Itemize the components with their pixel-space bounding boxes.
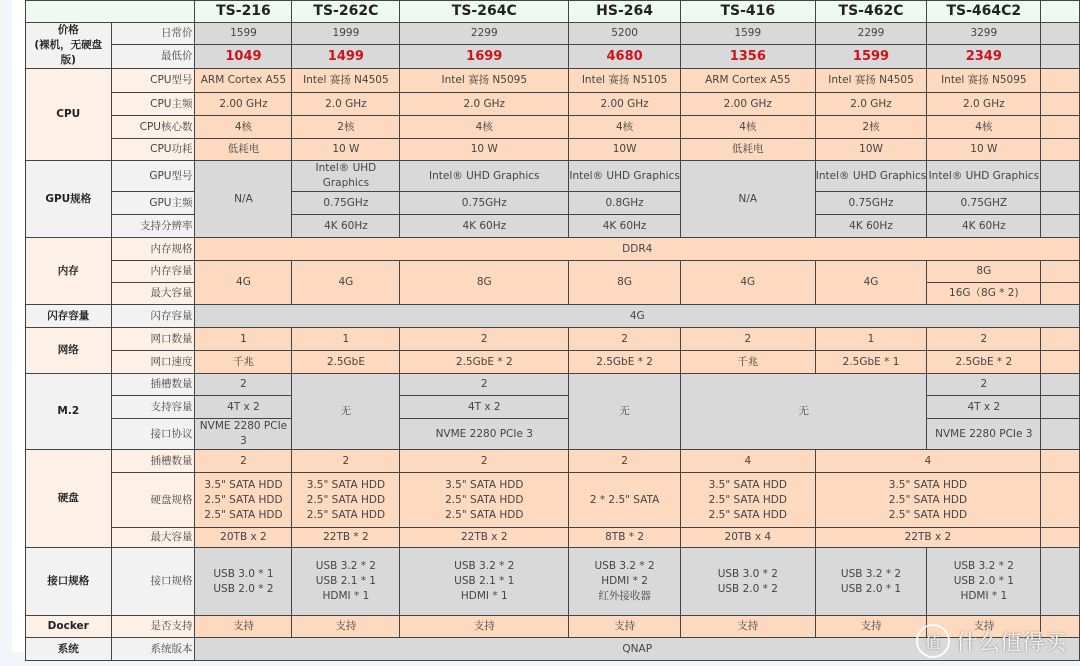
spec-value-cell: 2.0 GHz bbox=[400, 93, 569, 116]
spec-value-cell: 无 bbox=[292, 374, 400, 450]
spec-value-cell: 千兆 bbox=[195, 351, 292, 374]
table-row bbox=[26, 161, 1080, 192]
spec-value-cell bbox=[1041, 139, 1080, 161]
spec-value-cell: 2 bbox=[195, 374, 292, 396]
spec-label: 接口协议 bbox=[111, 419, 195, 450]
spec-value-cell: 支持 bbox=[400, 616, 569, 638]
spec-value-cell: 8TB * 2 bbox=[569, 528, 681, 548]
spec-value-cell: 10W bbox=[569, 139, 681, 161]
spec-value-cell: 2.5GbE * 2 bbox=[400, 351, 569, 374]
spec-value-cell bbox=[1041, 548, 1080, 616]
spec-value-cell: Intel® UHD Graphics bbox=[400, 161, 569, 192]
spec-value-cell: 无 bbox=[680, 374, 926, 450]
table-row bbox=[26, 351, 1080, 374]
spec-label: 网口数量 bbox=[111, 328, 195, 351]
spec-label: 最大容量 bbox=[111, 283, 195, 305]
spec-value-cell: NVME 2280 PCIe 3 bbox=[400, 419, 569, 450]
spec-value-cell: 2349 bbox=[927, 45, 1041, 69]
category-label: 价格 (裸机，无硬盘 版) bbox=[26, 23, 112, 69]
spec-value-cell: 2 bbox=[400, 374, 569, 396]
spec-value-cell: 2 bbox=[400, 328, 569, 351]
spec-value-cell: 2.00 GHz bbox=[569, 93, 681, 116]
spec-value-cell: 4 bbox=[680, 450, 815, 473]
spec-value-cell: 无 bbox=[569, 374, 681, 450]
spec-value-cell: 1356 bbox=[680, 45, 815, 69]
spec-value-cell: 4核 bbox=[927, 116, 1041, 139]
spec-value-cell: 4680 bbox=[569, 45, 681, 69]
spec-value-cell: Intel 赛扬 N4505 bbox=[815, 69, 927, 93]
spec-value-cell: NVME 2280 PCIe 3 bbox=[927, 419, 1041, 450]
category-label: GPU规格 bbox=[26, 161, 112, 238]
spec-label: GPU型号 bbox=[111, 161, 195, 192]
spec-value-cell: 2.5GbE * 1 bbox=[815, 351, 927, 374]
spec-label: 最大容量 bbox=[111, 528, 195, 548]
spec-value-cell: 22TB * 2 bbox=[292, 528, 400, 548]
spec-value-cell: 3.5" SATA HDD 2.5" SATA HDD 2.5" SATA HDD bbox=[195, 473, 292, 528]
spec-value-cell bbox=[1041, 215, 1080, 238]
spec-label: 内存容量 bbox=[111, 261, 195, 283]
table-row bbox=[26, 528, 1080, 548]
spec-value-cell bbox=[1041, 473, 1080, 528]
table-row bbox=[26, 93, 1080, 116]
spec-value-cell: 2 bbox=[292, 450, 400, 473]
spec-value-cell: 2核 bbox=[815, 116, 927, 139]
spec-value-cell: 10 W bbox=[927, 139, 1041, 161]
spec-value-cell: 20TB x 2 bbox=[195, 528, 292, 548]
spec-value-cell: 0.75GHz bbox=[292, 192, 400, 215]
table-row bbox=[26, 45, 1080, 69]
table-row bbox=[26, 374, 1080, 396]
spec-value-cell: 2.0 GHz bbox=[927, 93, 1041, 116]
spec-label: 内存规格 bbox=[111, 238, 195, 261]
model-header: TS-416 bbox=[680, 1, 815, 23]
spec-label: 接口规格 bbox=[111, 548, 195, 616]
spec-label: CPU型号 bbox=[111, 69, 195, 93]
spec-value-cell: 低耗电 bbox=[680, 139, 815, 161]
table-row bbox=[26, 450, 1080, 473]
spec-value-cell: USB 3.2 * 2 USB 2.1 * 1 HDMI * 1 bbox=[292, 548, 400, 616]
spec-value-cell: USB 3.0 * 2 USB 2.0 * 2 bbox=[680, 548, 815, 616]
spec-value-cell: 2299 bbox=[815, 23, 927, 45]
spec-label: 硬盘规格 bbox=[111, 473, 195, 528]
spec-value-cell bbox=[1041, 69, 1080, 93]
spec-value-cell: 4T x 2 bbox=[927, 396, 1041, 419]
spec-value-cell: USB 3.2 * 2 HDMI * 2 红外接收器 bbox=[569, 548, 681, 616]
spec-label: GPU主频 bbox=[111, 192, 195, 215]
spec-value-cell: 4G bbox=[680, 261, 815, 305]
spec-value-cell: 2 bbox=[569, 450, 681, 473]
spec-value-cell: 3.5" SATA HDD 2.5" SATA HDD 2.5" SATA HDD bbox=[680, 473, 815, 528]
spec-value-cell: 1599 bbox=[195, 23, 292, 45]
category-label: 内存 bbox=[26, 238, 112, 305]
spec-value-cell: 4T x 2 bbox=[400, 396, 569, 419]
spec-label: 支持容量 bbox=[111, 396, 195, 419]
header-row bbox=[26, 1, 1080, 23]
spec-value-cell: 1 bbox=[292, 328, 400, 351]
spec-value-cell: 4G bbox=[292, 261, 400, 305]
spec-value-cell: Intel® UHD Graphics bbox=[815, 161, 927, 192]
spec-value-cell: 8G bbox=[569, 261, 681, 305]
spec-label: 插槽数量 bbox=[111, 374, 195, 396]
model-header: TS-264C bbox=[400, 1, 569, 23]
table-row bbox=[26, 261, 1080, 283]
table-row bbox=[26, 23, 1080, 45]
spec-value-cell: 1599 bbox=[680, 23, 815, 45]
spec-value-cell: 1 bbox=[195, 328, 292, 351]
model-header-overflow bbox=[1041, 1, 1080, 23]
spec-value-cell: 0.75GHZ bbox=[927, 192, 1041, 215]
spec-label: 是否支持 bbox=[111, 616, 195, 638]
spec-value-cell: 2核 bbox=[292, 116, 400, 139]
smzdm-watermark-logo bbox=[916, 624, 1066, 658]
spec-value-cell bbox=[1041, 23, 1080, 45]
spec-value-cell bbox=[1041, 93, 1080, 116]
spec-value-cell: 2.00 GHz bbox=[680, 93, 815, 116]
spec-value-cell: USB 3.2 * 2 USB 2.0 * 1 bbox=[815, 548, 927, 616]
spec-value-cell bbox=[1041, 328, 1080, 351]
category-label: 闪存容量 bbox=[26, 305, 112, 328]
table-row bbox=[26, 238, 1080, 261]
spec-label: 闪存容量 bbox=[111, 305, 195, 328]
spec-value-cell bbox=[1041, 116, 1080, 139]
spec-value-cell: 10W bbox=[815, 139, 927, 161]
table-row bbox=[26, 69, 1080, 93]
table-row bbox=[26, 328, 1080, 351]
spec-value-cell: 4K 60Hz bbox=[292, 215, 400, 238]
spec-value-cell: 千兆 bbox=[680, 351, 815, 374]
spec-value-cell bbox=[1041, 351, 1080, 374]
spec-value-cell: 支持 bbox=[815, 616, 927, 638]
spec-value-cell: 1599 bbox=[815, 45, 927, 69]
spec-value-cell: 2.5GbE * 2 bbox=[927, 351, 1041, 374]
category-label: 硬盘 bbox=[26, 450, 112, 548]
spec-value-cell bbox=[1041, 45, 1080, 69]
spec-value-cell: 3.5" SATA HDD 2.5" SATA HDD 2.5" SATA HDD bbox=[815, 473, 1041, 528]
spec-value-cell: 4 bbox=[815, 450, 1041, 473]
spec-value-cell: 2 bbox=[569, 328, 681, 351]
spec-value-cell: 1999 bbox=[292, 23, 400, 45]
table-row bbox=[26, 305, 1080, 328]
spec-label: 支持分辨率 bbox=[111, 215, 195, 238]
spec-value-cell: 4K 60Hz bbox=[927, 215, 1041, 238]
spec-label: 插槽数量 bbox=[111, 450, 195, 473]
spec-label: 网口速度 bbox=[111, 351, 195, 374]
spec-value-cell: 4核 bbox=[195, 116, 292, 139]
spec-value-cell: Intel 赛扬 N5105 bbox=[569, 69, 681, 93]
model-header: TS-262C bbox=[292, 1, 400, 23]
spec-value-cell: 支持 bbox=[195, 616, 292, 638]
category-label: 网络 bbox=[26, 328, 112, 374]
spec-value-cell: 22TB x 2 bbox=[815, 528, 1041, 548]
spec-value-cell: 16G（8G * 2) bbox=[927, 283, 1041, 305]
table-row bbox=[26, 116, 1080, 139]
spec-value-cell: 3.5" SATA HDD 2.5" SATA HDD 2.5" SATA HDD bbox=[400, 473, 569, 528]
spec-value-cell: 4核 bbox=[400, 116, 569, 139]
spec-value-cell: 4核 bbox=[680, 116, 815, 139]
spec-value-cell bbox=[1041, 192, 1080, 215]
spec-label: CPU功耗 bbox=[111, 139, 195, 161]
spec-value-cell: 4G bbox=[195, 305, 1080, 328]
spec-value-cell: Intel 赛扬 N4505 bbox=[292, 69, 400, 93]
spec-value-cell: 支持 bbox=[292, 616, 400, 638]
spec-value-cell: 20TB x 4 bbox=[680, 528, 815, 548]
spec-value-cell bbox=[1041, 528, 1080, 548]
spec-value-cell: 0.75GHz bbox=[400, 192, 569, 215]
model-header: TS-464C2 bbox=[927, 1, 1041, 23]
header-corner bbox=[26, 1, 195, 23]
spec-value-cell: 4K 60Hz bbox=[569, 215, 681, 238]
spec-value-cell: 4T x 2 bbox=[195, 396, 292, 419]
spec-value-cell: 0.75GHz bbox=[815, 192, 927, 215]
zhi-logo-icon: 值 bbox=[916, 624, 950, 658]
spec-value-cell: 8G bbox=[400, 261, 569, 305]
spec-value-cell: 1499 bbox=[292, 45, 400, 69]
spec-value-cell: ARM Cortex A55 bbox=[195, 69, 292, 93]
spec-value-cell: 2.0 GHz bbox=[292, 93, 400, 116]
spec-value-cell bbox=[1041, 450, 1080, 473]
spec-value-cell: QNAP bbox=[195, 638, 1080, 661]
model-header: TS-216 bbox=[195, 1, 292, 23]
spec-value-cell: DDR4 bbox=[195, 238, 1080, 261]
spec-value-cell bbox=[1041, 261, 1080, 283]
spec-value-cell: 4G bbox=[815, 261, 927, 305]
spec-value-cell bbox=[1041, 396, 1080, 419]
category-label: Docker bbox=[26, 616, 112, 638]
spec-value-cell bbox=[1041, 283, 1080, 305]
spec-value-cell: 1699 bbox=[400, 45, 569, 69]
spec-value-cell: 2 bbox=[400, 450, 569, 473]
spec-value-cell: Intel® UHD Graphics bbox=[927, 161, 1041, 192]
spec-label: CPU核心数 bbox=[111, 116, 195, 139]
watermark-text: 什么值得买 bbox=[955, 630, 1066, 656]
spec-value-cell bbox=[1041, 374, 1080, 396]
table-row bbox=[26, 215, 1080, 238]
category-label: CPU bbox=[26, 69, 112, 161]
table-row bbox=[26, 192, 1080, 215]
spec-value-cell: 低耗电 bbox=[195, 139, 292, 161]
spec-value-cell: 支持 bbox=[569, 616, 681, 638]
spec-value-cell: 4核 bbox=[569, 116, 681, 139]
spec-value-cell bbox=[1041, 419, 1080, 450]
spec-value-cell: 22TB x 2 bbox=[400, 528, 569, 548]
table-row bbox=[26, 473, 1080, 528]
spec-value-cell: 4G bbox=[195, 261, 292, 305]
spec-value-cell: NVME 2280 PCIe 3 bbox=[195, 419, 292, 450]
spec-value-cell: 2 bbox=[195, 450, 292, 473]
spec-label: 系统版本 bbox=[111, 638, 195, 661]
model-header: TS-462C bbox=[815, 1, 927, 23]
category-label: 接口规格 bbox=[26, 548, 112, 616]
spec-value-cell: 2 bbox=[927, 328, 1041, 351]
spec-value-cell: 2.5GbE bbox=[292, 351, 400, 374]
spec-value-cell: Intel 赛扬 N5095 bbox=[927, 69, 1041, 93]
category-label: 系统 bbox=[26, 638, 112, 661]
spec-value-cell: 8G bbox=[927, 261, 1041, 283]
spec-label: CPU主频 bbox=[111, 93, 195, 116]
spec-value-cell: 1049 bbox=[195, 45, 292, 69]
spec-value-cell: 1 bbox=[815, 328, 927, 351]
spec-value-cell: N/A bbox=[195, 161, 292, 238]
spec-value-cell: Intel 赛扬 N5095 bbox=[400, 69, 569, 93]
spec-label: 日常价 bbox=[111, 23, 195, 45]
spec-value-cell: 4K 60Hz bbox=[400, 215, 569, 238]
spec-value-cell: 支持 bbox=[927, 616, 1041, 638]
model-header: HS-264 bbox=[569, 1, 681, 23]
spec-value-cell: 5200 bbox=[569, 23, 681, 45]
spec-value-cell: USB 3.2 * 2 USB 2.0 * 1 HDMI * 1 bbox=[927, 548, 1041, 616]
table-row bbox=[26, 548, 1080, 616]
spec-value-cell: 支持 bbox=[680, 616, 815, 638]
spec-value-cell: Intel® UHD Graphics bbox=[569, 161, 681, 192]
spec-value-cell: 0.8GHz bbox=[569, 192, 681, 215]
table-row bbox=[26, 139, 1080, 161]
spec-value-cell: USB 3.0 * 1 USB 2.0 * 2 bbox=[195, 548, 292, 616]
spec-value-cell: 4K 60Hz bbox=[815, 215, 927, 238]
category-label: M.2 bbox=[26, 374, 112, 450]
spec-value-cell: 2.00 GHz bbox=[195, 93, 292, 116]
spec-value-cell: N/A bbox=[680, 161, 815, 238]
spec-value-cell: 2 * 2.5" SATA bbox=[569, 473, 681, 528]
spec-value-cell: ARM Cortex A55 bbox=[680, 69, 815, 93]
spec-value-cell: Intel® UHD Graphics bbox=[292, 161, 400, 192]
spec-value-cell: 10 W bbox=[292, 139, 400, 161]
spec-value-cell: 3.5" SATA HDD 2.5" SATA HDD 2.5" SATA HDD bbox=[292, 473, 400, 528]
spec-value-cell: 2299 bbox=[400, 23, 569, 45]
spec-value-cell: 2 bbox=[680, 328, 815, 351]
spec-label: 最低价 bbox=[111, 45, 195, 69]
spec-value-cell bbox=[1041, 161, 1080, 192]
spec-value-cell: 3299 bbox=[927, 23, 1041, 45]
spec-value-cell: 2.0 GHz bbox=[815, 93, 927, 116]
spec-value-cell: 2.5GbE * 2 bbox=[569, 351, 681, 374]
spec-value-cell: 10 W bbox=[400, 139, 569, 161]
spec-value-cell: USB 3.2 * 2 USB 2.1 * 1 HDMI * 1 bbox=[400, 548, 569, 616]
nas-comparison-table bbox=[25, 0, 1080, 661]
spec-value-cell: 2 bbox=[927, 374, 1041, 396]
